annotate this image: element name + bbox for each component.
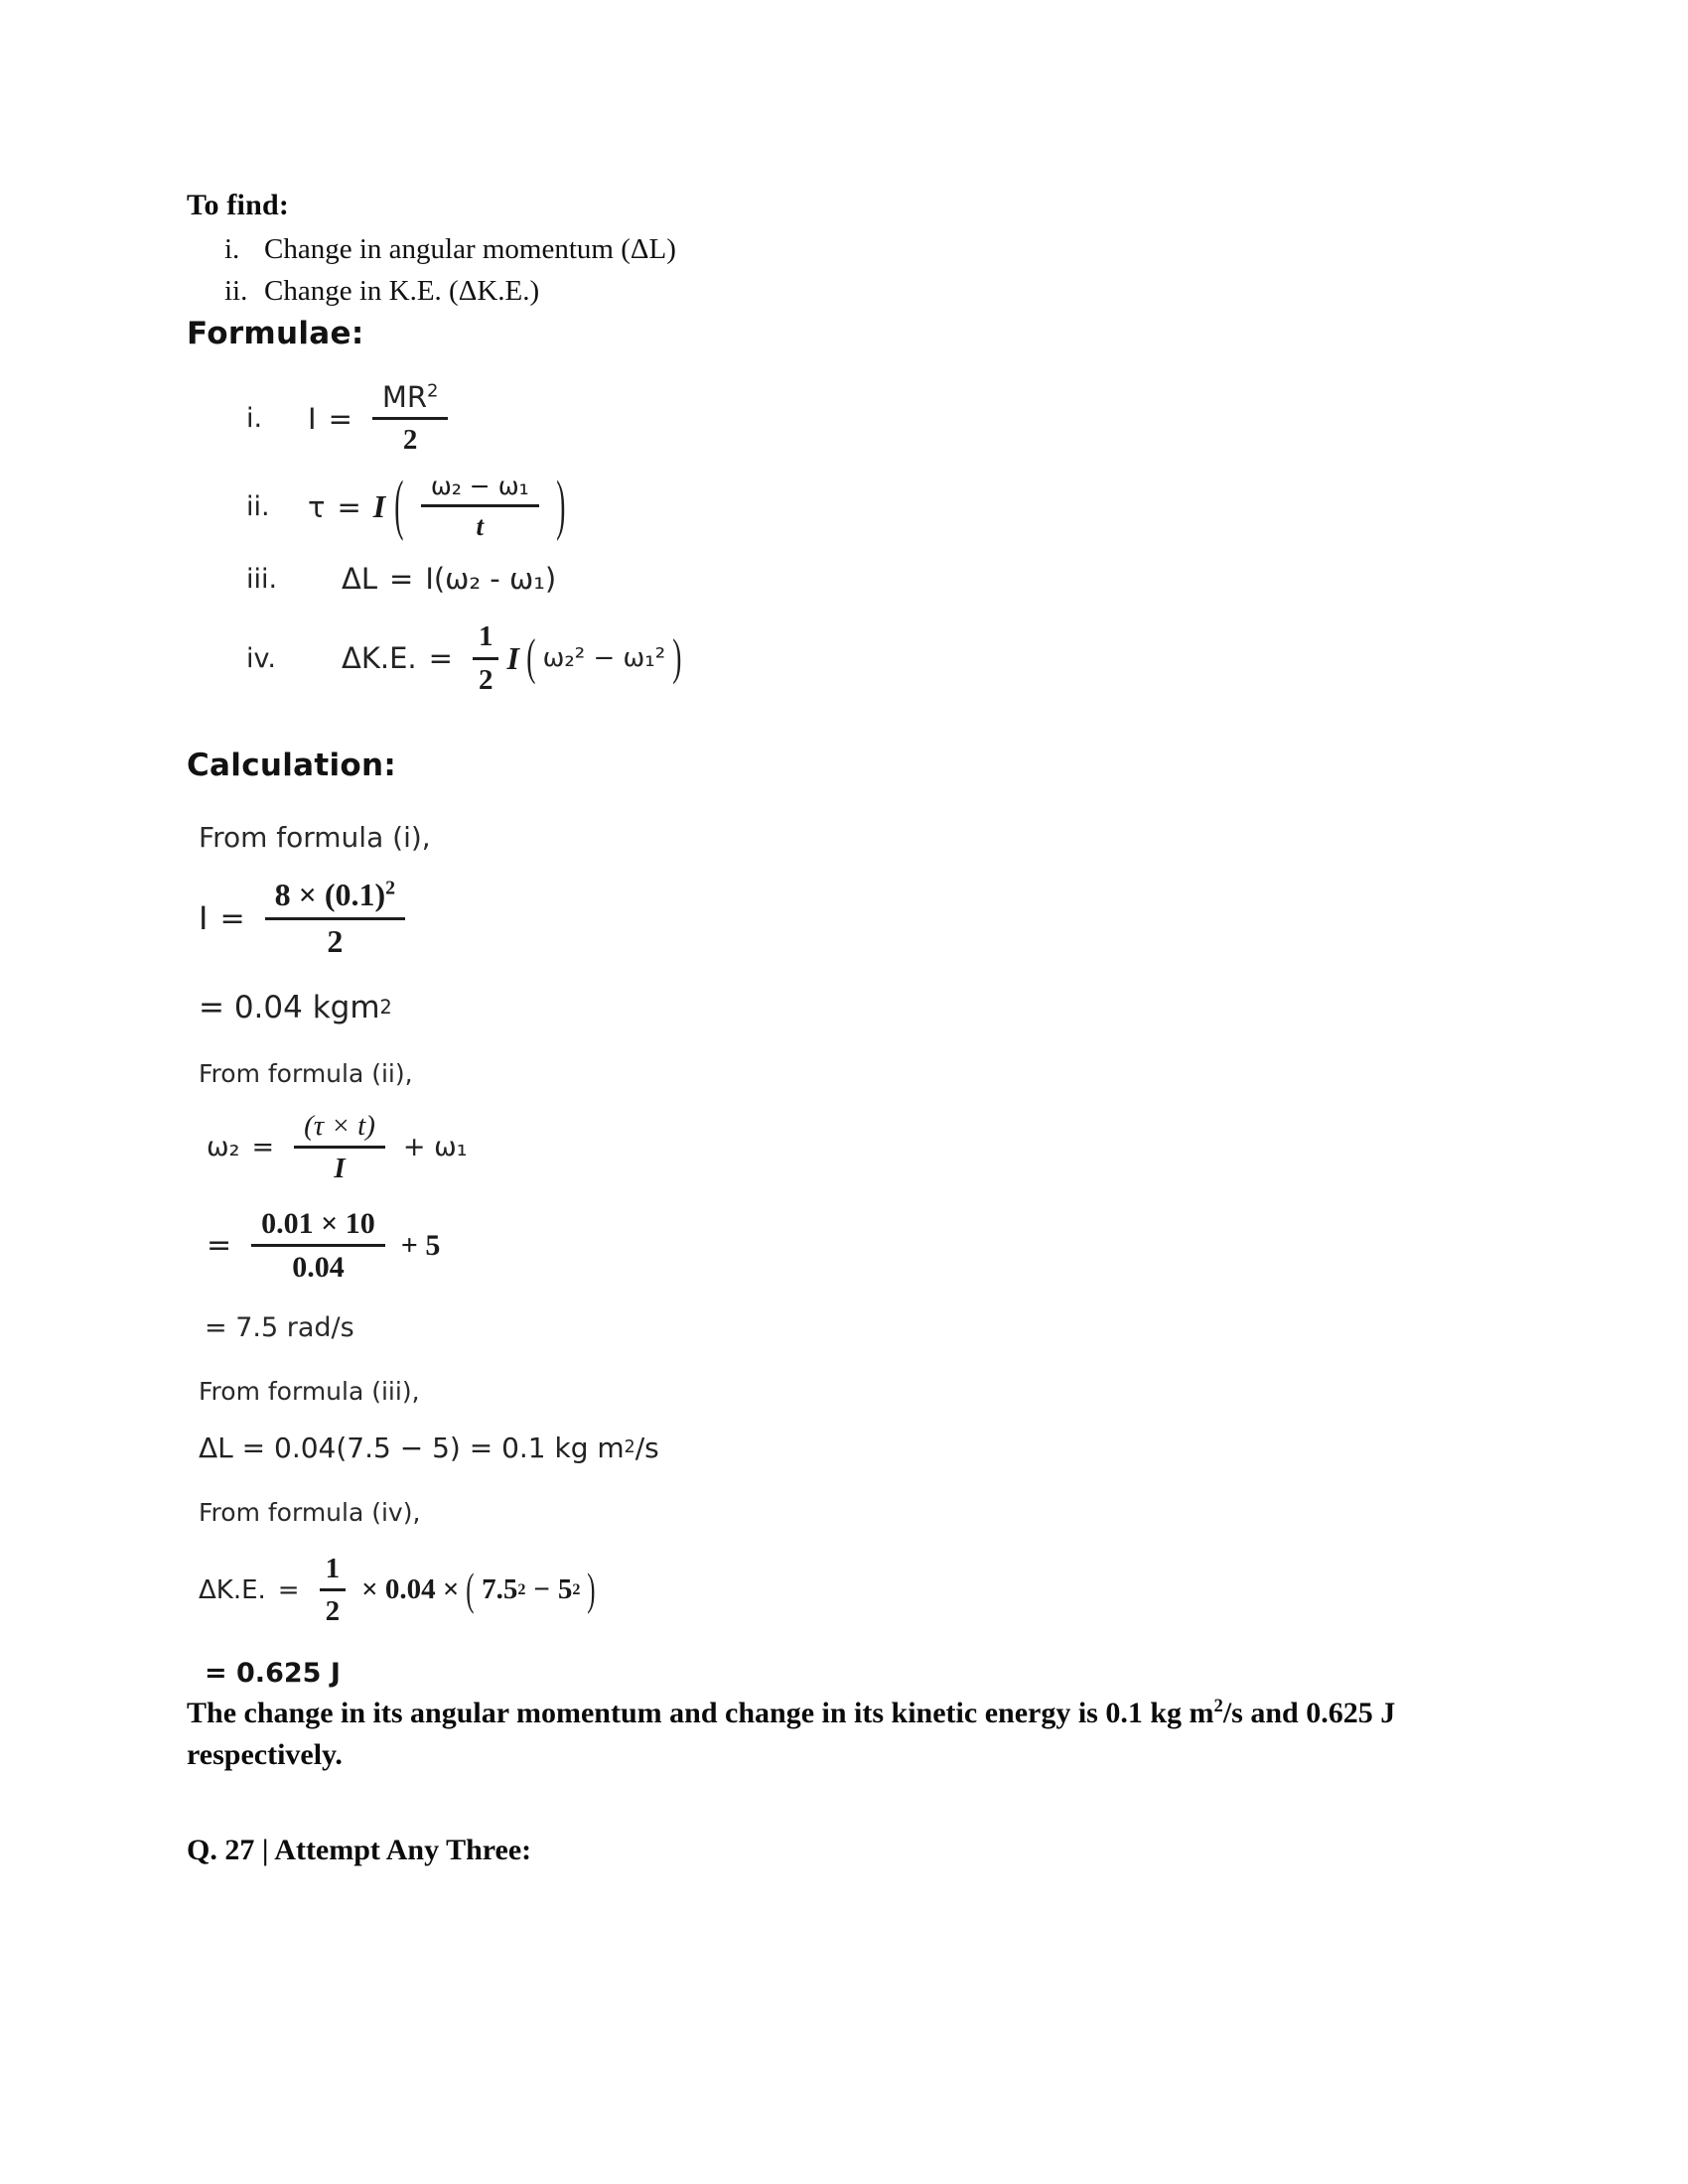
equals-sign: = [428,641,453,676]
from-formula-i-label: From formula (i), [199,821,431,855]
calc-omega2-numeric [187,1207,1507,1285]
calc-inertia-result: = 0.04 kgm 2 [199,989,392,1025]
formula-row-iii [246,559,1507,599]
close-paren: ) [587,1564,596,1615]
formula-coefficient: I [506,639,519,676]
open-paren: ( [394,468,404,543]
result-prefix: ΔL = 0.04(7.5 − 5) = 0.1 kg m [199,1431,625,1464]
plus-five-tail: + 5 [400,1228,441,1262]
calculation-heading: Calculation: [187,748,397,784]
fraction-torque-time-over-I [294,1110,385,1185]
from-formula-iv-label: From formula (iv), [199,1497,421,1527]
fraction-numerator: 1 [325,1552,341,1584]
fraction-one-half [320,1553,347,1628]
calc-lhs: ω₂ [207,1132,240,1163]
fraction-numerator: 1 [478,620,493,653]
fraction-one-half [473,620,499,696]
formula-marker: i. [246,403,263,435]
minus-sign: − [533,1573,550,1606]
list-item [187,228,1507,270]
final-statement-part-3: and 0.625 J respectively. [187,1696,1396,1771]
fraction-bar [294,1146,385,1149]
fraction-numerator: ω₂ − ω₁ [430,471,529,500]
calc-omega2-result: = 7.5 rad/s [205,1311,354,1343]
equals-sign: = [277,1574,300,1605]
formula-lhs: ΔL [342,562,377,597]
fraction-numerator: 0.01 × 10 [261,1206,375,1240]
next-question-heading: Q. 27 | Attempt Any Three: [187,1833,532,1866]
fraction-mr2-over-2 [372,381,449,457]
equals-sign: = [219,900,245,936]
numerator-base: MR [381,380,428,414]
final-statement-part-2: /s [1222,1696,1243,1729]
to-find-list [187,228,1507,312]
list-item-label: Change in K.E. (ΔK.E.) [264,275,540,307]
formulae-block [187,381,1507,696]
fraction-denominator: 2 [325,1595,341,1628]
fraction-bar [251,1244,385,1247]
list-item [187,270,1507,312]
open-paren: ( [466,1564,475,1615]
calc-term-1: 7.5 [482,1573,518,1606]
final-answer-statement [187,1693,1418,1776]
to-find-heading: To find: [187,189,290,221]
fraction-denominator: 2 [402,424,418,457]
formula-lhs: I [308,401,317,436]
calc-omega2-symbolic [187,1110,1507,1185]
numerator-base: 8 × (0.1) [274,877,386,913]
formula-marker: iv. [246,642,276,674]
fraction-numerator: (τ × t) [304,1109,375,1142]
formula-marker: ii. [246,491,270,523]
final-statement-exponent: 2 [1213,1695,1223,1716]
fraction-denominator: 2 [327,922,344,959]
list-item-marker: i. [224,233,240,265]
numerator-exponent: 2 [427,380,439,402]
formula-marker: iii. [246,563,278,595]
from-formula-iii-label: From formula (iii), [199,1376,420,1406]
fraction-numerator [372,381,449,413]
close-paren: ) [555,468,566,543]
fraction-bar [473,657,499,660]
fraction-denominator: t [476,510,485,541]
fraction-inertia [265,878,405,960]
from-formula-ii-label: From formula (ii), [199,1058,413,1088]
close-paren: ) [672,629,682,686]
calc-delta-ke-answer: = 0.625 J [205,1657,341,1689]
fraction-domega-over-t [421,473,539,541]
formulae-heading: Formulae: [187,316,364,351]
fraction-denominator: 0.04 [292,1251,345,1285]
equals-sign: = [337,489,361,524]
fraction-bar [421,504,539,507]
calc-lhs: I [199,899,209,938]
page-content [187,189,1507,1867]
formula-rhs: ω₂² − ω₁² [542,643,666,674]
fraction-denominator: I [334,1153,346,1185]
calc-lhs: ΔK.E. [199,1574,266,1605]
formula-row-ii [246,468,1507,543]
fraction-bar [320,1588,347,1591]
formula-coefficient: I [372,488,386,525]
fraction-denominator: 2 [478,663,493,696]
formula-row-iv [246,620,1507,696]
formula-lhs: ΔK.E. [342,641,417,676]
formula-lhs: τ [308,489,326,524]
fraction-numerator [265,878,405,913]
fraction-numeric [251,1207,385,1285]
calc-moment-of-inertia [187,878,1507,960]
calc-mid-term: × 0.04 × [361,1573,460,1606]
equals-sign: = [328,401,352,436]
equals-sign: = [251,1132,275,1163]
result-text: = 0.04 kgm [199,989,380,1025]
formula-row-i [246,381,1507,457]
formula-rhs: I(ω₂ - ω₁) [425,562,557,597]
omega1-tail: + ω₁ [402,1132,468,1163]
calc-delta-L-result: ΔL = 0.04(7.5 − 5) = 0.1 kg m 2 /s [199,1431,659,1464]
numerator-exponent: 2 [385,877,396,899]
list-item-marker: ii. [224,275,248,307]
list-item-label: Change in angular momentum (ΔL) [264,233,676,265]
equals-sign: = [389,562,414,597]
calc-delta-ke-expression: ΔK.E. = $\frac{1}{2}$ × 0.04 × ( 7.5 2 − 5 2 ) [199,1552,596,1628]
result-suffix: /s [634,1431,659,1464]
open-paren: ( [526,629,536,686]
equals-sign: = [207,1228,232,1264]
final-statement-part-1: The change in its angular momentum and change in its kinetic energy is 0.1 kg m [187,1696,1214,1729]
calc-term-2: 5 [557,1573,573,1606]
fraction-bar [265,917,405,920]
fraction-bar [372,417,449,420]
